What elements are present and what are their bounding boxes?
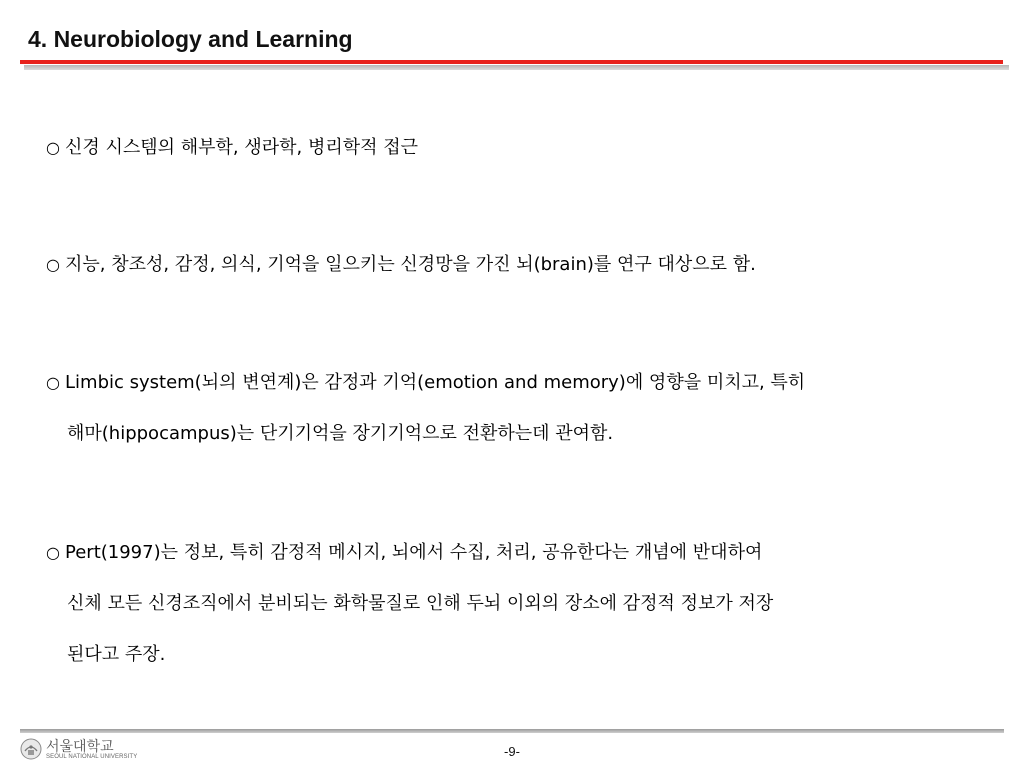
- logo-korean-text: 서울대학교: [46, 739, 114, 755]
- bullet-item: [46, 527, 996, 680]
- circle-bullet-icon: ○: [46, 138, 60, 157]
- bullet-text: Pert(1997)는 정보, 특히 감정적 메시지, 뇌에서 수집, 처리, 공유한다는 개념에 반대하여: [65, 542, 763, 563]
- page-number: -9-: [504, 744, 520, 759]
- title-underline-red: [20, 60, 1003, 64]
- bullet-text: Limbic system(뇌의 변연계)은 감정과 기억(emotion and memory)에 영향을 미치고, 특히: [65, 372, 806, 393]
- bullet-text-continued: 된다고 주장.: [67, 644, 166, 665]
- footer-divider: [20, 729, 1004, 733]
- circle-bullet-icon: ○: [46, 543, 60, 562]
- bullet-text-continued: 해마(hippocampus)는 단기기억을 장기기억으로 전환하는데 관여함.: [67, 423, 614, 444]
- slide-title: 4. Neurobiology and Learning: [28, 26, 353, 52]
- bullet-item: [46, 357, 996, 459]
- bullet-text: 지능, 창조성, 감정, 의식, 기억을 일으키는 신경망을 가진 뇌(brain)를 연구 대상으로 함.: [65, 254, 756, 275]
- circle-bullet-icon: ○: [46, 255, 60, 274]
- bullet-item: [46, 239, 996, 290]
- title-underline-shadow: [24, 65, 1009, 70]
- circle-bullet-icon: ○: [46, 373, 60, 392]
- bullet-item: [46, 122, 996, 173]
- bullet-text: 신경 시스템의 해부학, 생라학, 병리학적 접근: [65, 137, 419, 158]
- logo-english-text: SEOUL NATIONAL UNIVERSITY: [46, 754, 138, 760]
- bullet-text-continued: 신체 모든 신경조직에서 분비되는 화학물질로 인해 두뇌 이외의 장소에 감정적 정보가 저장: [67, 593, 774, 614]
